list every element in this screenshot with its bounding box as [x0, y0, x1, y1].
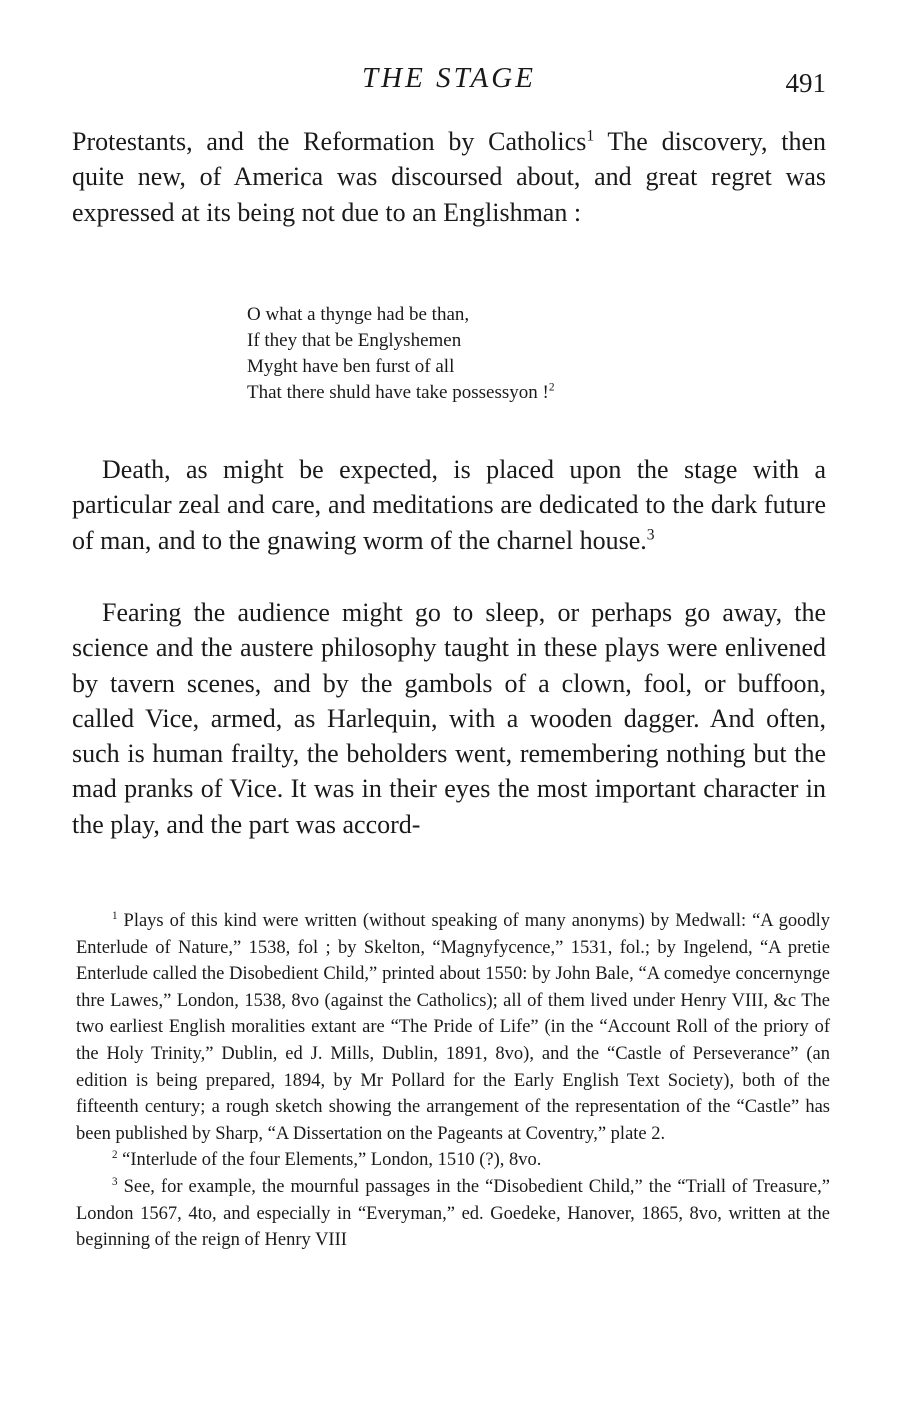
footnote-3: [76, 1174, 830, 1254]
verse-line: Myght have ben furst of all: [247, 356, 455, 377]
paragraph-3-text: Fearing the audience might go to sleep, or perhaps go away, the science and the austere philosophy taught in these plays were enlivened by tavern scenes, and by the gambols of a clown, fool, or buffoon, called Vice, armed, as Harlequin, with a wooden dagger. And often, such is human frailty, the beholders went, remembering nothing but the mad pranks of Vice. It was in their eyes the most important character in the play, and the part was accord-: [72, 598, 826, 839]
running-title: THE STAGE: [362, 62, 536, 94]
page-number: 491: [785, 68, 826, 98]
paragraph-3: [72, 595, 826, 842]
footnote-ref-2: 2: [548, 381, 555, 394]
verse-line: O what a thynge had be than,: [247, 304, 470, 325]
paragraph-2: [72, 452, 826, 558]
footnote-2: [76, 1147, 830, 1174]
paragraph-1: [72, 124, 826, 230]
footnote-1: [76, 908, 830, 1147]
footnotes: [76, 908, 830, 1254]
footnote-marker: 1: [112, 909, 118, 922]
verse-quotation: [247, 302, 555, 406]
paragraph-1-text-cont: The discovery, then quite new, of America was discoursed about, and great regret was expressed at its being not due to an Englishman :: [72, 127, 827, 227]
footnote-marker: 2: [112, 1149, 118, 1162]
paragraph-2-text: Death, as might be expected, is placed upon the stage with a particular zeal and care, and meditations are dedicated to the dark future of man, and to the gnawing worm of the charnel house.: [72, 455, 826, 555]
verse-line: If they that be Englyshemen: [247, 330, 462, 351]
footnote-marker: 3: [112, 1175, 118, 1188]
page-header: [72, 62, 826, 102]
footnote-text: Plays of this kind were written (without speaking of many anonyms) by Medwall: “A goodly Enterlude of Nature,” 1538, fol ; by Skelton, “Magnyfycence,” 1531, fol.; by Ingelend, “A pretie Enterlude called the Disobedient Child,” printed about 1550: by John Bale, “A comedye concernynge thre Lawes,” London, 1538, 8vo (against the Catholics); all of them lived under Henry VIII, &c The two earliest English moralities extant are “The Pride of Life” (in the “Account Roll of the priory of the Holy Trinity,” Dublin, ed J. Mills, Dublin, 1891, 8vo), and the “Castle of Perseverance” (an edition is being prepared, 1894, by Mr Pollard for the Early English Text Society), both of the fifteenth century; a rough sketch showing the arrangement of the representation of the “Castle” has been published by Sharp, “A Dissertation on the Pageants at Coventry,” plate 2.: [76, 911, 830, 1144]
paragraph-1-text: Protestants, and the Reformation by Catholics: [72, 127, 587, 156]
footnote-ref-1: 1: [586, 127, 595, 145]
footnote-ref-3: 3: [646, 525, 655, 543]
verse-line: That there shuld have take possessyon !$^2$: [247, 381, 555, 403]
footnote-text: See, for example, the mournful passages in the “Disobedient Child,” the “Triall of Treasure,” London 1567, 4to, and especially in “Everyman,” ed. Goedeke, Hanover, 1865, 8vo, written at the beginning of the reign of Henry VIII: [76, 1176, 830, 1251]
footnote-text: “Interlude of the four Elements,” London, 1510 (?), 8vo.: [122, 1150, 542, 1171]
